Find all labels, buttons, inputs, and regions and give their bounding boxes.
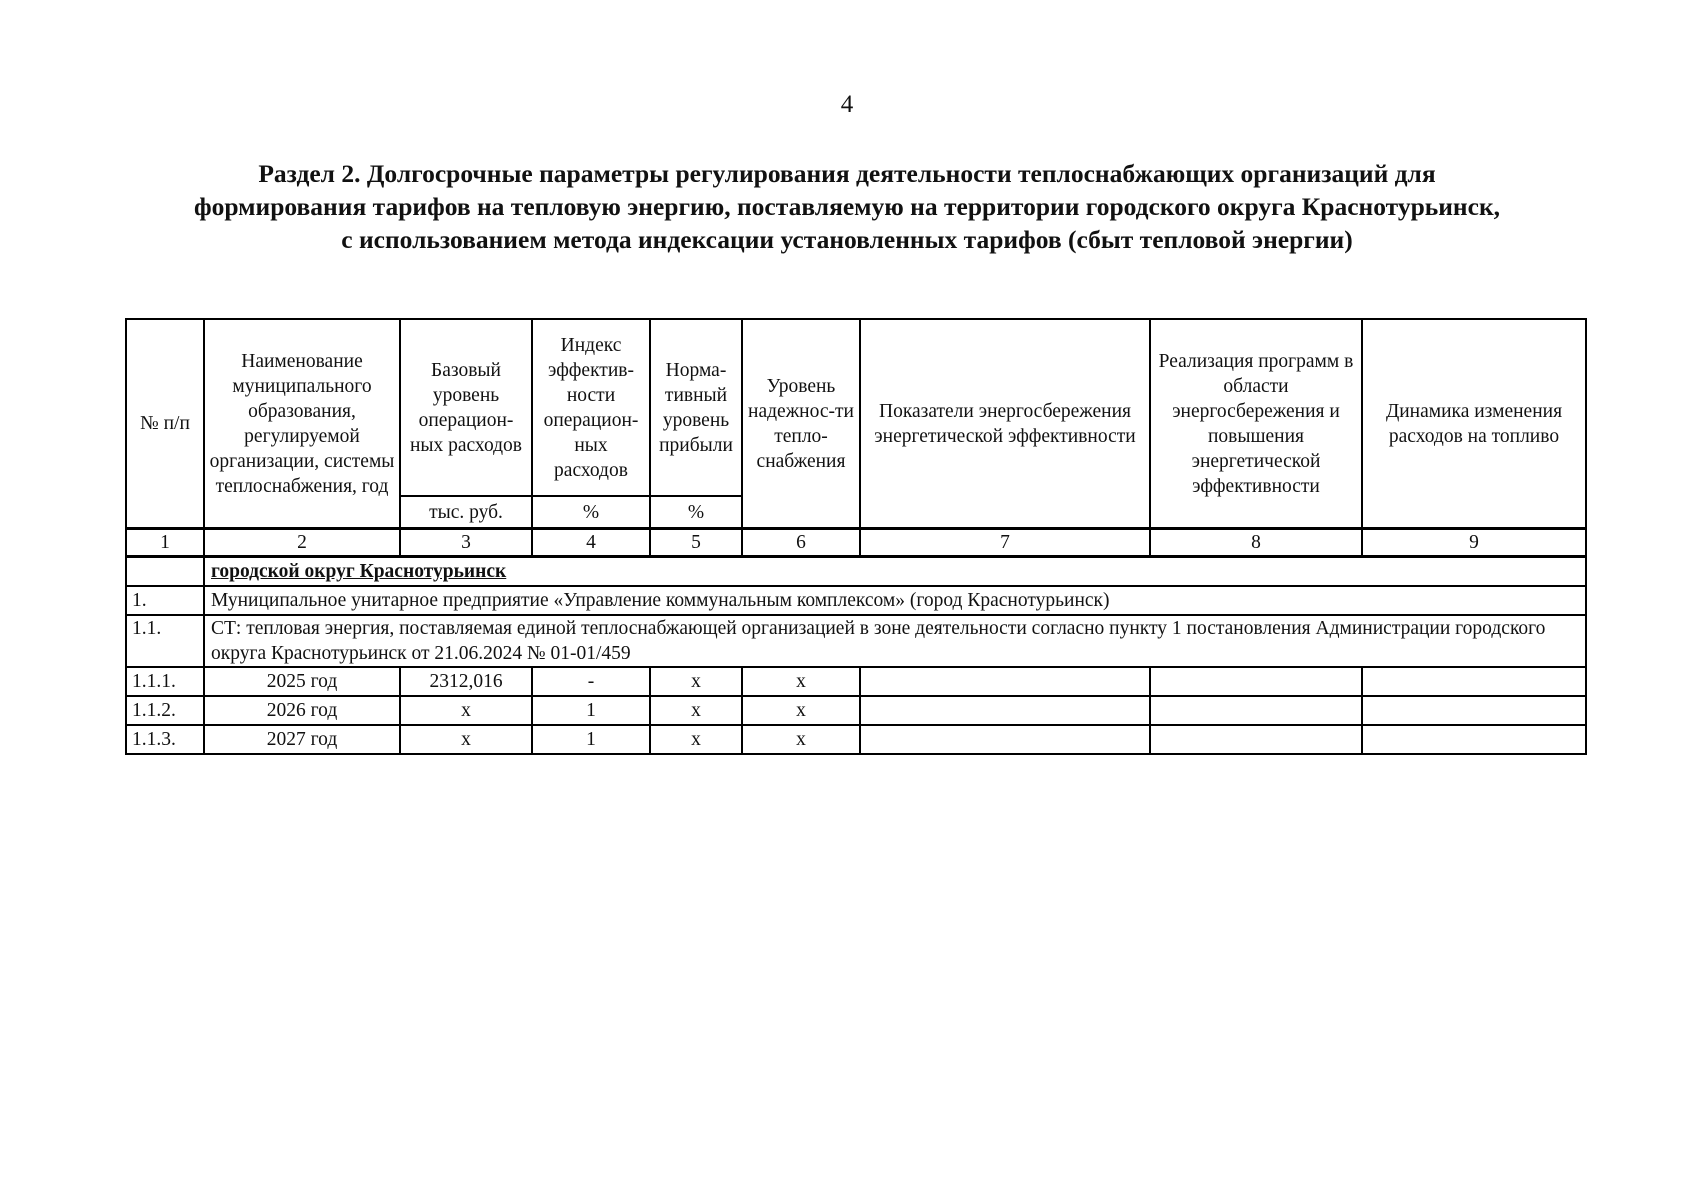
column-number: 9 [1362, 529, 1586, 557]
section-title [80, 157, 1614, 256]
row-energy-saving [860, 725, 1150, 754]
column-number: 5 [650, 529, 742, 557]
unit-col-3: тыс. руб. [400, 496, 532, 529]
page-number: 4 [840, 91, 854, 118]
heat-supply-system-row-number: 1.1. [126, 615, 204, 667]
row-efficiency-index: 1 [532, 696, 650, 725]
row-profit-level: x [650, 667, 742, 696]
header-col-base-opex: Базовый уровень операцион-ных расходов [400, 319, 532, 496]
organization-name: Муниципальное унитарное предприятие «Управление коммунальным комплексом» (город Краснотурьинск) [204, 586, 1586, 615]
row-programs [1150, 667, 1362, 696]
row-energy-saving [860, 696, 1150, 725]
header-col-number: № п/п [126, 319, 204, 529]
row-fuel-dynamics [1362, 696, 1586, 725]
column-number: 2 [204, 529, 400, 557]
row-energy-saving [860, 667, 1150, 696]
row-efficiency-index: 1 [532, 725, 650, 754]
table-row [126, 696, 1586, 725]
column-number: 6 [742, 529, 860, 557]
row-efficiency-index: - [532, 667, 650, 696]
row-number: 1.1.3. [126, 725, 204, 754]
row-number: 1.1.2. [126, 696, 204, 725]
heat-supply-system-row [126, 615, 1586, 667]
organization-row-number: 1. [126, 586, 204, 615]
row-reliability: x [742, 696, 860, 725]
header-col-name: Наименование муниципального образования, регулируемой организации, системы теплоснабжения, год [204, 319, 400, 529]
header-col-reliability: Уровень надежнос-ти тепло-снабжения [742, 319, 860, 529]
row-profit-level: x [650, 725, 742, 754]
section-title-line-3: с использованием метода индексации установленных тарифов (сбыт тепловой энергии) [341, 225, 1353, 254]
unit-col-5: % [650, 496, 742, 529]
header-col-efficiency-index: Индекс эффектив-ности операцион-ных расходов [532, 319, 650, 496]
district-row [126, 557, 1586, 587]
row-reliability: x [742, 725, 860, 754]
column-number: 8 [1150, 529, 1362, 557]
table-row [126, 725, 1586, 754]
district-row-number [126, 557, 204, 587]
row-programs [1150, 696, 1362, 725]
organization-row [126, 586, 1586, 615]
row-fuel-dynamics [1362, 667, 1586, 696]
header-col-programs: Реализация программ в области энергосбережения и повышения энергетической эффективности [1150, 319, 1362, 529]
column-number: 4 [532, 529, 650, 557]
district-name: городской округ Краснотурьинск [211, 561, 507, 582]
tariff-parameters-table [125, 318, 1587, 755]
table-header-row [126, 319, 1586, 496]
column-number: 3 [400, 529, 532, 557]
section-title-line-2: формирования тарифов на тепловую энергию, поставляемую на территории городского округа Краснотурьинск, [193, 192, 1501, 221]
row-base-opex: 2312,016 [400, 667, 532, 696]
section-title-line-1: Раздел 2. Долгосрочные параметры регулирования деятельности теплоснабжающих организаций для [258, 159, 1436, 188]
header-col-fuel-dynamics: Динамика изменения расходов на топливо [1362, 319, 1586, 529]
row-programs [1150, 725, 1362, 754]
column-number: 1 [126, 529, 204, 557]
column-numbers-row [126, 529, 1586, 557]
header-col-profit-level: Норма-тивный уровень прибыли [650, 319, 742, 496]
unit-col-4: % [532, 496, 650, 529]
row-year: 2027 год [204, 725, 400, 754]
column-number: 7 [860, 529, 1150, 557]
row-year: 2025 год [204, 667, 400, 696]
row-number: 1.1.1. [126, 667, 204, 696]
header-col-energy-saving: Показатели энергосбережения энергетической эффективности [860, 319, 1150, 529]
district-name-cell [204, 557, 1586, 587]
row-profit-level: x [650, 696, 742, 725]
row-fuel-dynamics [1362, 725, 1586, 754]
table-row [126, 667, 1586, 696]
row-year: 2026 год [204, 696, 400, 725]
row-base-opex: x [400, 696, 532, 725]
row-base-opex: x [400, 725, 532, 754]
row-reliability: x [742, 667, 860, 696]
heat-supply-system-description: СТ: тепловая энергия, поставляемая единой теплоснабжающей организацией в зоне деятельности согласно пункту 1 постановления Администрации городского округа Краснотурьинск от 21.06.2024 № 01-01/459 [204, 615, 1586, 667]
